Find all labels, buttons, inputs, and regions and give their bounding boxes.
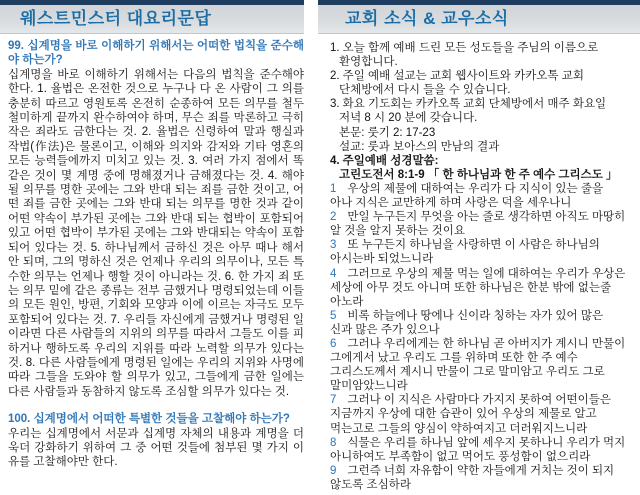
news-item-1 bbox=[330, 41, 628, 69]
news-item-text: 주일 예배 설교는 교회 웹사이트와 카카오톡 교회 단체방에서 다시 들을 수 있습니다. bbox=[339, 70, 584, 97]
news-item-text: 주일예배 성경말씀: bbox=[342, 154, 439, 167]
news-item-number: 3. bbox=[330, 98, 340, 111]
news-item-number: 2. bbox=[330, 70, 340, 83]
verse-number: 7 bbox=[330, 394, 337, 407]
verse-number: 3 bbox=[330, 239, 337, 252]
question-100-heading: 100. 십계명에서 어떠한 특별한 것들을 고찰해야 하는가? bbox=[8, 413, 290, 426]
verse-9 bbox=[330, 464, 628, 492]
verse-3 bbox=[330, 238, 628, 266]
verse-number: 8 bbox=[330, 436, 337, 449]
verse-2 bbox=[330, 210, 628, 238]
question-99-heading: 99. 십계명을 바로 이해하기 위해서는 어떠한 법칙을 준수해야 하는가? bbox=[8, 40, 304, 67]
verse-8 bbox=[330, 436, 628, 464]
verse-text: 그러므로 우상의 제물 먹는 일에 대하여는 우리가 우상은 세상에 아무 것도 아니며 또한 하나님은 한분 밖에 없는줄 아노라 bbox=[330, 267, 626, 308]
question-99-answer: 십계명을 바로 이해하기 위해서는 다음의 법칙을 준수해야 한다. 1. 율법은 온전한 것으로 누구나 다 온 사람이 그 의를 충분히 따르고 영원토록 온전히 순종하여 모든 의무를 철두철미하게 끝까지 완수하여야 하며, 무슨 죄를 막론하고 극히 작은 죄라도 금한다는 것. 2. 율법은 신령하여 말과 행실과 작법(作法)은 물론이고, 이해와 의지와 감저와 기타 영혼의 모든 능력들에까지 미치고 있는 것. 3. 여러 가지 점에서 똑같은 것이 몇 계명 중에 명해졌거나 금해졌다는 것. 4. 해야 될 의무를 명한 곳에는 그와 반대 되는 죄를 금한 것이고, 어떤 죄를 금한 곳에는 그와 반대 되는 의무를 명한 것과 같이 어떤 약속이 부가된 곳에는 그와 반대 되는 협박이 포함되어 있고 어떤 협박이 부가된 곳에는 그와 반대되는 약속이 포함되어 있다는 것. 5. 하나님께서 금하신 것은 아무 때나 해서 안 되며, 그의 명하신 것은 언제나 우리의 의무이나, 모든 특수한 의무는 언제나 행할 것이 아니라는 것. 6. 한 가지 죄 또는 의무 밑에 같은 종류는 전부 금했거나 명령되었는데 이들의 모든 원인, 방편, 기회와 모양과 이에 이르는 자극도 모두 포함되어 있다는 것. 7. 우리들 자신에게 금했거나 명령된 일이라면 다른 사람들의 지위의 의무를 따라서 그들도 이를 피하거나 행하도록 우리의 지위를 따라 노력할 의무가 있다는 것. 8. 다른 사람들에게 명령된 일에는 우리의 지위와 사명에 따라 그들을 도와야 할 의무가 있고, 그들에게 금한 일에는 다른 사람들과 동참하지 않도록 조심할 의무가 있다는 것. bbox=[8, 68, 304, 398]
verse-number: 5 bbox=[330, 309, 337, 322]
verse-text: 또 누구든지 하나님을 사랑하면 이 사람은 하나님의 아시는바 되었느니라 bbox=[330, 239, 600, 266]
verse-text: 만일 누구든지 무엇을 아는 줄로 생각하면 아직도 마땅히 알 것을 알지 못하는 것이요 bbox=[330, 211, 626, 238]
catechism-column bbox=[8, 39, 304, 470]
left-header-bar bbox=[0, 0, 304, 34]
verse-text: 우상의 제물에 대하여는 우리가 다 지식이 있는 줄을 아나 지식은 교만하게 하며 사랑은 덕을 세우나니 bbox=[330, 182, 604, 210]
verse-number: 2 bbox=[330, 211, 337, 224]
verse-text: 그러나 우리에게는 한 하나님 곧 아버지가 계시니 만물이 그에게서 났고 우리도 그를 위하며 또한 한 주 예수 그리스도께서 계시니 만물이 그로 말미암고 우리도 그로 말미암았느니라 bbox=[330, 337, 626, 393]
verse-number: 6 bbox=[330, 337, 337, 350]
right-header-bar bbox=[318, 0, 640, 34]
verse-6 bbox=[330, 337, 628, 393]
news-item-2 bbox=[330, 69, 628, 97]
verse-text: 그러나 이 지식은 사람마다 가지지 못하여 어떤이들은 지금까지 우상에 대한 습관이 있어 우상의 제물로 알고 먹는고로 그들의 양심이 약하여지고 더러워지느니라 bbox=[330, 394, 611, 435]
verse-7 bbox=[330, 393, 628, 435]
verse-5 bbox=[330, 309, 628, 337]
verse-number: 4 bbox=[330, 267, 337, 280]
news-item-number: 4. bbox=[330, 154, 340, 167]
news-item-4 bbox=[330, 154, 628, 168]
church-news-column bbox=[330, 41, 628, 492]
verse-number: 9 bbox=[330, 464, 337, 477]
news-item-3 bbox=[330, 97, 628, 125]
left-section-title: 웨스트민스터 대요리문답 bbox=[20, 9, 212, 28]
verse-text: 비록 하늘에나 땅에나 신이라 칭하는 자가 있어 많은 신과 많은 주가 있으나 bbox=[330, 309, 604, 336]
scripture-reference: 고린도전서 8:1-9 「 한 하나님과 한 주 예수 그리스도 」 bbox=[339, 168, 618, 181]
news-item-text: 화요 기도회는 카카오톡 교회 단체방에서 매주 화요일 저녁 8 시 20 분에 갖습니다. bbox=[339, 98, 607, 125]
verse-number: 1 bbox=[330, 182, 337, 195]
news-item-text: 오늘 함께 예배 드린 모든 성도들을 주님의 이름으로 환영합니다. bbox=[339, 42, 599, 69]
right-section-title: 교회 소식 & 교우소식 bbox=[345, 9, 509, 28]
verse-1 bbox=[330, 182, 628, 210]
question-100-answer: 우리는 십계명에서 서문과 십계명 자체의 내용과 계명을 더욱더 강화하기 위하여 그 중 어떤 것들에 첨부된 몇 가지 이유를 고찰해야만 한다. bbox=[8, 427, 304, 469]
question-gap bbox=[8, 399, 304, 412]
verse-text: 식물은 우리를 하나님 앞에 세우지 못하나니 우리가 먹지 아니하여도 부족함이 없고 먹어도 풍성함이 없으리라 bbox=[330, 436, 626, 463]
verse-4 bbox=[330, 267, 628, 309]
verse-text: 그런즉 너희 자유함이 약한 자들에게 거치는 것이 되지 않도록 조심하라 bbox=[330, 464, 615, 491]
news-item-number: 1. bbox=[330, 42, 340, 54]
sermon-title-line: 설교: 룻과 보아스의 만남의 결과 bbox=[339, 140, 500, 153]
sermon-passage-line: 본문: 룻기 2: 17-23 bbox=[339, 126, 436, 139]
